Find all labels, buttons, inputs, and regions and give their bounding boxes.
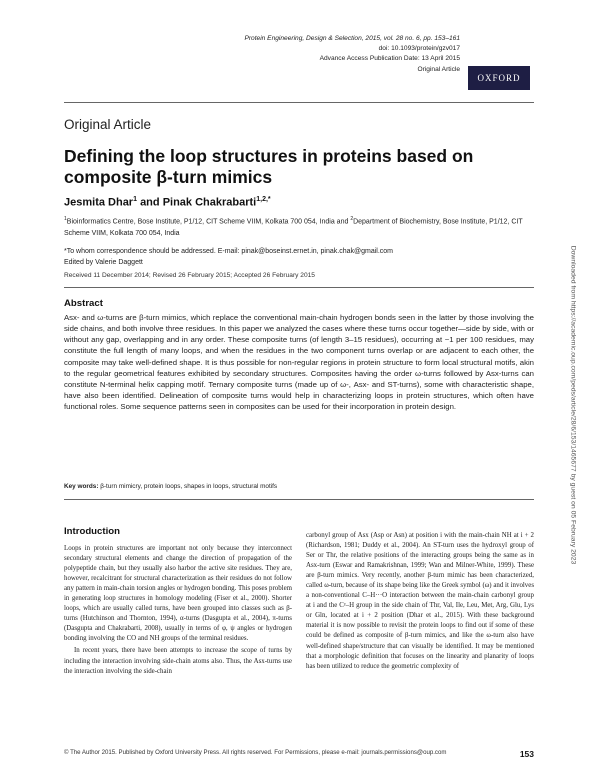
article-type: Original Article [417, 65, 460, 73]
intro-paragraph-2: In recent years, there have been attempts to increase the scope of turns by including the interaction involving side-chain atoms also. Thus, the Asx-turns use the interaction involving the side-chain [64, 647, 292, 675]
abstract-top-divider [64, 287, 534, 288]
abstract-heading: Abstract [64, 298, 103, 309]
page-footer [64, 749, 534, 759]
correspondence: *To whom correspondence should be addressed. E-mail: pinak@boseinst.ernet.in, pinak.chak@gmail.com [64, 248, 393, 255]
author-1: Jesmita Dhar [64, 196, 134, 209]
intro-paragraph-1: Loops in protein structures are important not only because they interconnect secondary structural elements and change the direction of propagation of the polypeptide chain, but they usually also harbor the active site residues. They are, however, recalcitrant for structural characterization as their residues do not follow any pattern in main-chain torsion angles or hydrogen bonding. This poses problem in generating loop structures in homology modeling (Fiser et al., 2000). Shorter loops, which are usually called turns, have been grouped into classes such as β-turns (Hutchinson and Thornton, 1994), α-turns (Dasgupta et al., 2004), π-turns (Dasgupta and Chakrabarti, 2008), usually in terms of φ, ψ angles or hydrogen bonding involving the CO and NH groups of the terminal residues. [64, 545, 292, 643]
header-divider [64, 102, 534, 103]
author-and: and [140, 196, 160, 209]
copyright: © The Author 2015. Published by Oxford University Press. All rights reserved. For Permissions, please e-mail: journals.permissions@oup.com [64, 749, 447, 756]
intro-column-1 [64, 544, 292, 677]
author-2-affil: 1,2,* [256, 196, 271, 203]
keywords [64, 483, 534, 490]
authors [64, 196, 271, 209]
article-title: Defining the loop structures in proteins based on composite β-turn mimics [64, 146, 474, 187]
author-2: Pinak Chakrabarti [162, 196, 257, 209]
intro-column-2 [306, 531, 534, 672]
affiliations [64, 214, 534, 240]
affil-2: Department of Biochemistry, Bose Institute, P1/12, CIT Scheme VIIM, Kolkata 700 054, India [64, 218, 523, 237]
page-number: 153 [519, 749, 534, 759]
correspondence-block [64, 246, 534, 268]
download-note: Downloaded from https://academic.oup.com/peds/article/28/6/153/1465677 by guest on 05 February 2023 [569, 245, 577, 565]
affil-1: Bioinformatics Centre, Bose Institute, P1/12, CIT Scheme VIIM, Kolkata 700 054, India and [66, 218, 349, 226]
keywords-text: β-turn mimicry, protein loops, shapes in loops, structural motifs [100, 483, 278, 490]
doi[interactable]: doi: 10.1093/protein/gzv017 [378, 45, 460, 53]
journal-citation: Protein Engineering, Design & Selection, 2015, vol. 28 no. 6, pp. 153–161 [244, 35, 460, 42]
affil-sup-2: 2 [350, 216, 354, 222]
section-label: Original Article [64, 117, 152, 132]
publication-date: Advance Access Publication Date: 13 April 2015 [319, 55, 460, 63]
introduction-heading: Introduction [64, 526, 120, 537]
keywords-label: Key words: [64, 483, 99, 490]
journal-header [200, 34, 460, 75]
received-dates: Received 11 December 2014; Revised 26 February 2015; Accepted 26 February 2015 [64, 272, 315, 279]
keywords-divider [64, 499, 534, 500]
oxford-logo: OXFORD [468, 66, 530, 90]
intro-paragraph-3: carbonyl group of Asx (Asp or Asn) at position i with the main-chain NH at i + 2 (Richardson, 1981; Duddy et al., 2004). An ST-turn uses the hydroxyl group of Ser or Thr, the relative positions of the interacting groups being the same as in Asx-turn (Eswar and Ramakrishnan, 1999; Wan and Milner-White, 1999). These are β-turn mimics. Very recently, another β-turn mimic has been characterized, called ω-turn, because of its shape being like the Greek symbol (ω) and it involves a non-conventional C–H···O interaction between the main-chain carbonyl group at i and the Cᵞ–H group in the side chain of Thr, Val, Ile, Leu, Met, Arg, Glu, Lys or Gln, located at i + 2 position (Dhar et al., 2015). With these background material it is now possible to revisit the protein loops to find out if some of these could be defined as composite of β-turn mimics, and like the ω-turn also have well-defined shape/structure that can visually be identified. It may be mentioned that a morphologic definition that focuses on the linearity and planarity of loops has been utilized to reduce the geometric complexity of [306, 532, 534, 670]
affil-sup-1: 1 [64, 216, 67, 222]
edited-by: Edited by Valerie Daggett [64, 259, 143, 266]
author-1-affil: 1 [133, 196, 137, 203]
abstract-text: Asx- and ω-turns are β-turn mimics, which replace the conventional main-chain hydrogen bonds seen in the latter by those involving the side chains, and both involve three residues. In this paper we analyzed the cases where these turns occur together—side by side, with or without any gap, overlapping and in any order. These composite turns (of length 3–15 residues), occurring at ~1 per 100 residues, may constitute the full length of many loops, and when the residues in the two component turns overlap or are adjacent to each other, the composite may take well-defined shape. It is thus possible for non-regular regions in protein structure to form local structural motifs, akin to the regular geometrical features exhibited by secondary structures. Composites having the order ω-turns followed by Asx-turns can constitute N-terminal helix capping motif. Ternary composite turns (made up of ω-, Asx- and ST-turns), some with characteristic shape, have also been identified. Delineation of composite turns would help in characterizing loops in protein structures, which often have functional roles. Some sequence patterns seen in composites can be used for their incorporation in protein design. [64, 313, 534, 412]
